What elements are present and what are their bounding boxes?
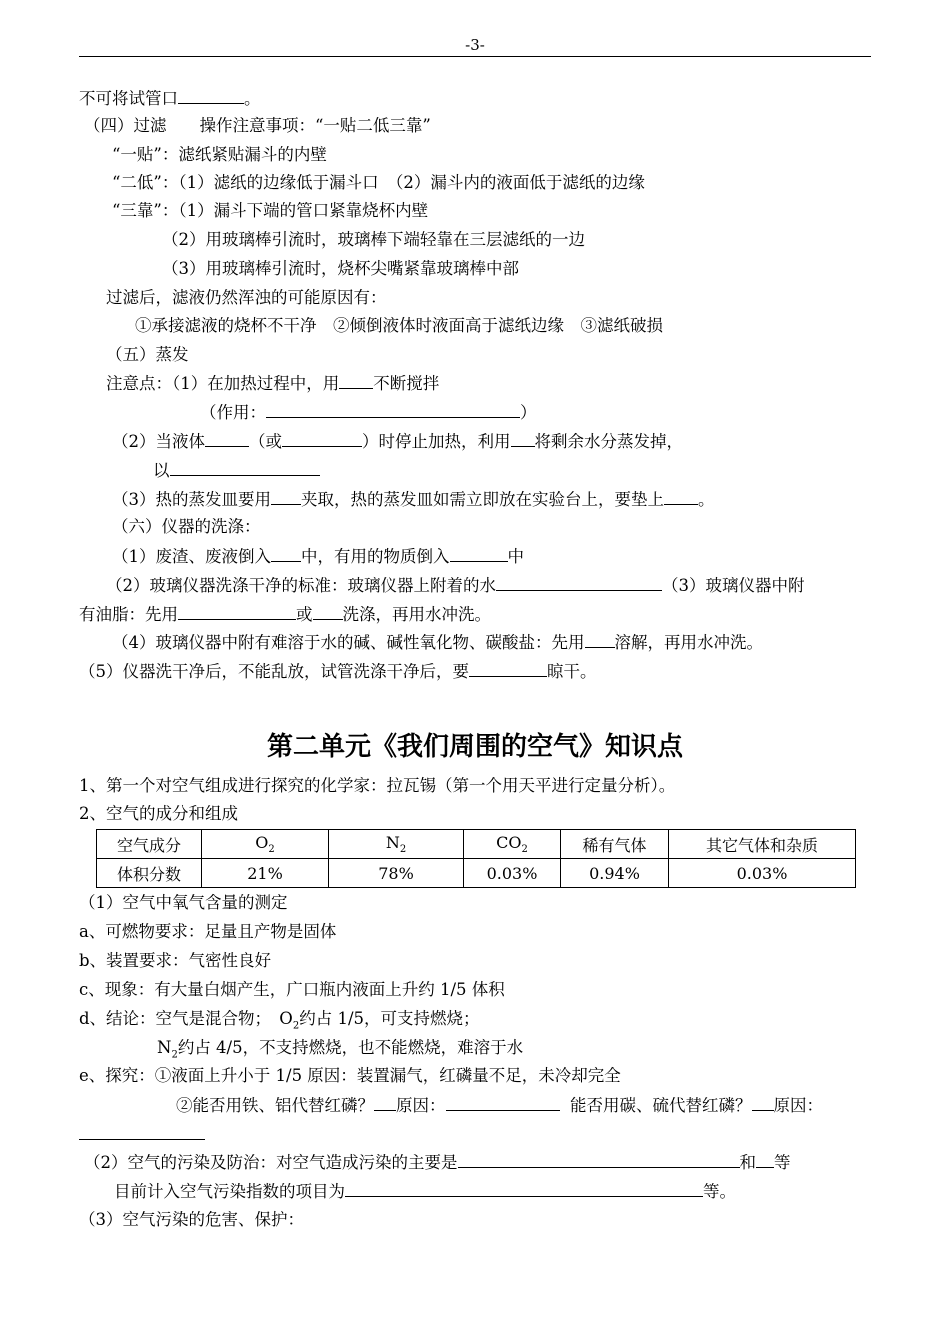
blank[interactable] <box>752 1095 774 1111</box>
blank[interactable] <box>178 88 244 104</box>
air-composition-table <box>96 829 856 888</box>
line-three-lean-2: （2）用玻璃棒引流时，玻璃棒下端轻靠在三层滤纸的一边 <box>162 230 585 249</box>
line-wash-5: （5）仪器洗干净后，不能乱放，试管洗涤干净后，要 晾干。 <box>79 662 597 681</box>
section-evaporation: （五）蒸发 <box>106 345 189 364</box>
blank[interactable] <box>511 431 535 447</box>
blank[interactable] <box>756 1152 774 1168</box>
line-evap-note-1: 注意点：（1）在加热过程中，用 不断搅拌 <box>106 374 440 393</box>
table-cell: 0.94% <box>561 859 669 888</box>
blank[interactable] <box>450 546 508 562</box>
blank[interactable] <box>664 489 698 505</box>
table-cell: 78% <box>329 859 464 888</box>
subsection-pollution: （2）空气的污染及防治：对空气造成污染的主要是 和 等 <box>84 1153 791 1172</box>
line-one-stick: “一贴”：滤纸紧贴漏斗的内壁 <box>112 145 327 164</box>
blank[interactable] <box>266 402 520 418</box>
item-d-2: $N_2$约占 4/5，不支持燃烧，也不能燃烧，难溶于水 <box>157 1038 524 1061</box>
blank[interactable] <box>271 546 301 562</box>
line-wash-2: （2）玻璃仪器洗涤干净的标准：玻璃仪器上附着的水 （3）玻璃仪器中附 <box>106 576 805 595</box>
blank[interactable] <box>345 1181 703 1197</box>
blank[interactable] <box>205 431 249 447</box>
item-d: d、结论：空气是混合物； $O_2$约占 1/5，可支持燃烧； <box>79 1009 480 1032</box>
blank[interactable] <box>585 632 615 648</box>
line-three-lean-3: （3）用玻璃棒引流时，烧杯尖嘴紧靠玻璃棒中部 <box>162 259 519 278</box>
line-reasons-list: ①承接滤液的烧杯不干净 ②倾倒液体时液面高于滤纸边缘 ③滤纸破损 <box>135 316 663 335</box>
table-cell: 21% <box>202 859 329 888</box>
section-washing: （六）仪器的洗涤： <box>112 517 261 536</box>
table-cell: 稀有气体 <box>561 830 669 859</box>
blank[interactable] <box>79 1124 205 1140</box>
line-three-lean: “三靠”：（1）漏斗下端的管口紧靠烧杯内壁 <box>112 201 429 220</box>
table-cell: 其它气体和杂质 <box>669 830 856 859</box>
line-wash-1: （1）废渣、废液倒入 中，有用的物质倒入 中 <box>112 547 524 566</box>
item-a: a、可燃物要求：足量且产物是固体 <box>79 922 337 941</box>
unit-title: 第二单元《我们周围的空气》知识点 <box>266 732 683 762</box>
line-evap-note-2: （2）当液体 （或 ）时停止加热，利用 将剩余水分蒸发掉， <box>112 432 683 451</box>
line-wash-3: 有油脂：先用 或 洗涤，再用水冲洗。 <box>79 605 491 624</box>
line-two-low: “二低”：（1）滤纸的边缘低于漏斗口 （2）漏斗内的液面低于滤纸的边缘 <box>112 173 645 192</box>
page-number: -3- <box>465 36 485 54</box>
header-rule <box>79 56 871 57</box>
row-label: 空气成分 <box>97 830 202 859</box>
blank[interactable] <box>496 575 662 591</box>
line-turbid-reasons: 过滤后，滤液仍然浑浊的可能原因有： <box>106 288 387 307</box>
blank[interactable] <box>271 489 301 505</box>
table-cell: $CO_2$ <box>464 830 561 859</box>
blank[interactable] <box>282 431 362 447</box>
blank[interactable] <box>374 1095 396 1111</box>
blank[interactable] <box>446 1095 560 1111</box>
blank[interactable] <box>458 1152 740 1168</box>
blank[interactable] <box>339 373 373 389</box>
blank[interactable] <box>469 661 547 677</box>
table-cell: $N_2$ <box>329 830 464 859</box>
row-label: 体积分数 <box>97 859 202 888</box>
line-evap-purpose: （作用： ） <box>200 403 537 422</box>
subsection-harm: （3）空气污染的危害、保护： <box>79 1210 304 1229</box>
table-cell: $O_2$ <box>202 830 329 859</box>
table-cell: 0.03% <box>669 859 856 888</box>
line-evap-note-3: （3）热的蒸发皿要用 夹取，热的蒸发皿如需立即放在实验台上，要垫上 。 <box>112 490 715 509</box>
line-evap-note-2b: 以 <box>153 460 320 481</box>
line-test-tube: 不可将试管口 。 <box>79 89 261 108</box>
section-filtration: （四）过滤 操作注意事项：“一贴二低三靠” <box>84 116 431 135</box>
blank[interactable] <box>313 604 343 620</box>
item-b: b、装置要求：气密性良好 <box>79 951 272 970</box>
item-e-blank <box>79 1124 205 1145</box>
table-row <box>97 859 856 888</box>
point-1: 1、第一个对空气组成进行探究的化学家：拉瓦锡（第一个用天平进行定量分析）。 <box>79 776 676 795</box>
blank[interactable] <box>170 460 320 476</box>
table-cell: 0.03% <box>464 859 561 888</box>
item-e: e、探究：①液面上升小于 1/5 原因：装置漏气，红磷量不足，未冷却完全 <box>79 1066 621 1085</box>
item-c: c、现象：有大量白烟产生，广口瓶内液面上升约 1/5 体积 <box>79 980 505 999</box>
table-row <box>97 830 856 859</box>
item-e-2: ②能否用铁、铝代替红磷？ 原因： 能否用碳、硫代替红磷？ 原因： <box>176 1096 823 1115</box>
line-wash-4: （4）玻璃仪器中附有难溶于水的碱、碱性氧化物、碳酸盐：先用 溶解，再用水冲洗。 <box>112 633 763 652</box>
pollution-index-line: 目前计入空气污染指数的项目为 等。 <box>114 1182 736 1201</box>
subsection-oxygen: （1）空气中氧气含量的测定 <box>79 893 288 912</box>
point-2: 2、空气的成分和组成 <box>79 804 238 823</box>
blank[interactable] <box>178 604 296 620</box>
